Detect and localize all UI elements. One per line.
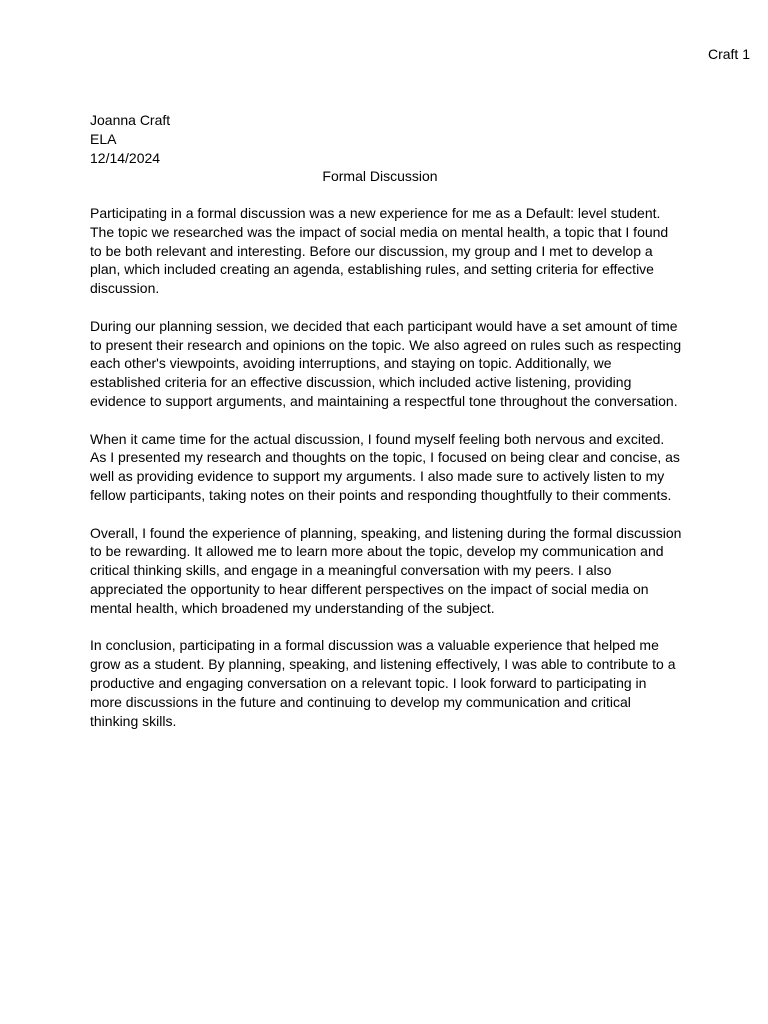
document-date: 12/14/2024 [90,149,161,166]
page-number-label: Craft 1 [707,46,750,62]
paragraph-5: In conclusion, participating in a formal discussion was a valuable experience that helped me grow as a student. By planning, speaking, and listening effectively, I was able to contribute to a productive and engaging conversation on a relevant topic. I look forward to participating in more discussions in the future and continuing to develop my communication and critical thinking skills. [90,637,676,729]
paragraph-2: During our planning session, we decided that each participant would have a set amount of time to present their research and opinions on the topic. We also agreed on rules such as respecting each other's viewpoints, avoiding interruptions, and staying on topic. Additionally, we established criteria for an effective discussion, which included active listening, providing evidence to support arguments, and maintaining a respectful tone throughout the conversation. [90,317,682,409]
document-body [90,204,682,749]
page-header [708,45,750,63]
course-name: ELA [90,130,117,147]
document-title: Formal Discussion [322,168,438,185]
document-heading [90,111,680,186]
paragraph-4: Overall, I found the experience of planning, speaking, and listening during the formal discussion to be rewarding. It allowed me to learn more about the topic, develop my communication and critical thinking skills, and engage in a meaningful conversation with my peers. I also appreciated the opportunity to hear different perspectives on the impact of social media on mental health, which broadened my understanding of the subject. [90,524,682,616]
paragraph-3: When it came time for the actual discussion, I found myself feeling both nervous and excited. As I presented my research and thoughts on the topic, I focused on being clear and concise, as well as providing evidence to support my arguments. I also made sure to actively listen to my fellow participants, taking notes on their points and responding thoughtfully to their comments. [90,430,680,503]
paragraph-1: Participating in a formal discussion was a new experience for me as a Default: level student. The topic we researched was the impact of social media on mental health, a topic that I found to be both relevant and interesting. Before our discussion, my group and I met to develop a plan, which included creating an agenda, establishing rules, and setting criteria for effective discussion. [90,205,669,297]
author-name: Joanna Craft [90,112,171,128]
